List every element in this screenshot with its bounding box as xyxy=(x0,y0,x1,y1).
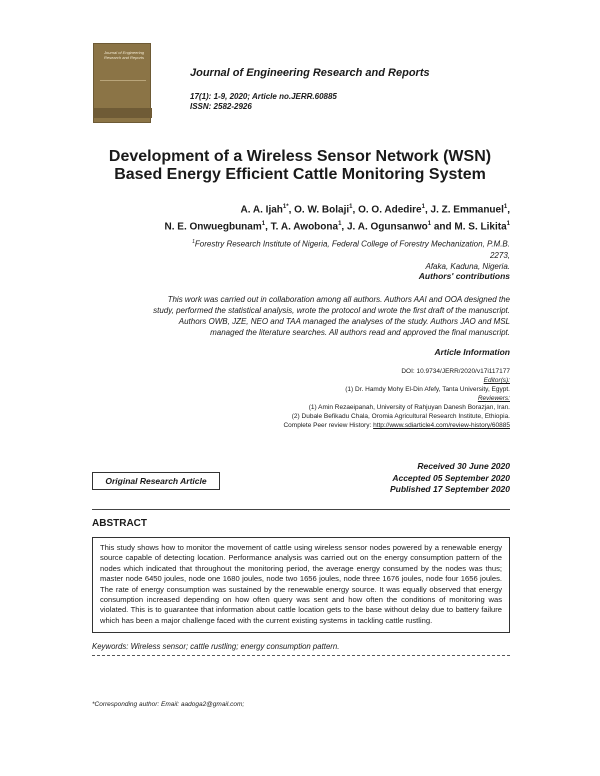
article-info xyxy=(250,367,510,430)
author-line-1 xyxy=(70,200,510,217)
author-sup: 1* xyxy=(282,204,289,210)
author-sup: 1 xyxy=(338,221,342,228)
abstract-heading: ABSTRACT xyxy=(92,518,147,529)
cover-divider xyxy=(100,80,146,81)
contributions-line: Authors OWB, JZE, NEO and TAA managed the analyses of the study. Authors JAO and MSL xyxy=(178,317,510,326)
peer-review-history xyxy=(250,421,510,430)
author-name: A. A. Ijah xyxy=(240,204,283,216)
affiliation-line-1 xyxy=(180,237,510,261)
author-name: O. O. Adedire xyxy=(358,204,422,216)
author-list xyxy=(70,200,510,235)
peer-review-label: Complete Peer review History: xyxy=(283,422,374,429)
affiliation-line-2: Afaka, Kaduna, Nigeria. xyxy=(425,261,510,271)
author-name: T. A. Awobona xyxy=(270,221,339,233)
received-date: Received 30 June 2020 xyxy=(417,461,510,471)
affiliation xyxy=(180,237,510,272)
author-sep: , xyxy=(265,221,271,233)
author-name: M. S. Likita xyxy=(454,221,507,233)
cover-strip xyxy=(94,108,152,118)
author-sep: , xyxy=(507,204,510,216)
author-sep: , xyxy=(288,204,295,216)
author-sup: 1 xyxy=(506,221,510,228)
contributions-line: This work was carried out in collaboration among all authors. Authors AAI and OOA designed the xyxy=(167,295,510,304)
title-line-1: Development of a Wireless Sensor Network (WSN) xyxy=(108,148,492,165)
journal-name: Journal of Engineering Research and Reports xyxy=(190,67,430,79)
author-sup: 1 xyxy=(503,204,508,210)
author-name: J. A. Ogunsanwo xyxy=(346,221,428,233)
author-sep: , xyxy=(352,204,359,216)
journal-issn: ISSN: 2582-2926 xyxy=(190,102,252,111)
accepted-date: Accepted 05 September 2020 xyxy=(392,472,510,483)
publication-dates xyxy=(330,461,510,496)
editors-label: Editor(s): xyxy=(483,377,510,384)
author-sup: 1 xyxy=(261,221,266,228)
author-name: N. E. Onwuegbunam xyxy=(164,221,262,233)
contributions-line: study, performed the statistical analysis, wrote the protocol and wrote the first draft of the manuscript. xyxy=(153,306,510,315)
author-sep: , xyxy=(341,221,347,233)
author-name: J. Z. Emmanuel xyxy=(430,204,504,216)
affiliation-text: Forestry Research Institute of Nigeria, Federal College of Forestry Mechanization, P.M.B. 2273, xyxy=(194,239,510,260)
reviewers-label: Reviewers: xyxy=(477,395,510,402)
affiliation-sup: 1 xyxy=(192,239,195,245)
editor-entry: (1) Dr. Hamdy Mohy El-Din Afefy, Tanta University, Egypt. xyxy=(345,386,510,393)
published-date: Published 17 September 2020 xyxy=(390,484,510,494)
abstract-box: This study shows how to monitor the movement of cattle using wireless sensor nodes powered by a renewable energy source capable of detecting location. Performance analysis was carried out on the energy consumption pattern of the nodes which indicated that throughout the monitoring period, the average energy consumed by the nodes was thus; master node 6450 joules, node one 1680 joules, node two 1656 joules, node three 1676 joules, node four 1656 joules. The rate of energy consumption was sustained by the renewable energy source. It was equally observed that energy consumption increased depending on how often query was sent and how often the conditions of monitoring was violated. This is to guarantee that information about cattle location gets to the base without delay due to battery failure which has been a major challenge faced with the current existing systems in tackling cattle rustling. xyxy=(92,537,510,633)
journal-volume: 17(1): 1-9, 2020; Article no.JERR.60885 xyxy=(190,92,337,101)
corresponding-author: *Corresponding author: Email: aadoga2@gmail.com; xyxy=(92,701,245,708)
cover-title: Journal of Engineering Research and Reports xyxy=(104,50,145,60)
reviewer-entry: (2) Dubale Befikadu Chala, Oromia Agricultural Research Institute, Ethiopia. xyxy=(291,413,510,420)
paper-title xyxy=(60,148,540,184)
article-type-badge: Original Research Article xyxy=(92,472,220,490)
contributions-heading: Authors' contributions xyxy=(418,271,510,281)
author-name: O. W. Bolaji xyxy=(294,204,350,216)
author-sep: , xyxy=(424,204,431,216)
contributions-line: managed the literature searches. All authors read and approved the final manuscript. xyxy=(210,328,510,337)
author-sep: and xyxy=(431,221,455,233)
contributions-text xyxy=(92,294,510,338)
section-divider xyxy=(92,509,510,510)
title-line-2: Based Energy Efficient Cattle Monitoring System xyxy=(114,166,486,183)
article-info-heading: Article Information xyxy=(434,347,510,357)
dashed-divider xyxy=(92,655,510,656)
author-sup: 1 xyxy=(349,204,353,210)
author-line-2 xyxy=(70,217,510,234)
author-sup: 1 xyxy=(427,221,432,228)
doi: DOI: 10.9734/JERR/2020/v17i117177 xyxy=(401,368,510,375)
journal-cover-thumbnail xyxy=(93,43,151,123)
peer-review-link[interactable]: http://www.sdiarticle4.com/review-history/60885 xyxy=(373,422,510,429)
author-sup: 1 xyxy=(421,204,425,210)
reviewer-entry: (1) Amin Rezaeipanah, University of Rahjuyan Danesh Borazjan, Iran. xyxy=(308,404,510,411)
keywords: Keywords: Wireless sensor; cattle rustling; energy consumption pattern. xyxy=(92,642,340,651)
